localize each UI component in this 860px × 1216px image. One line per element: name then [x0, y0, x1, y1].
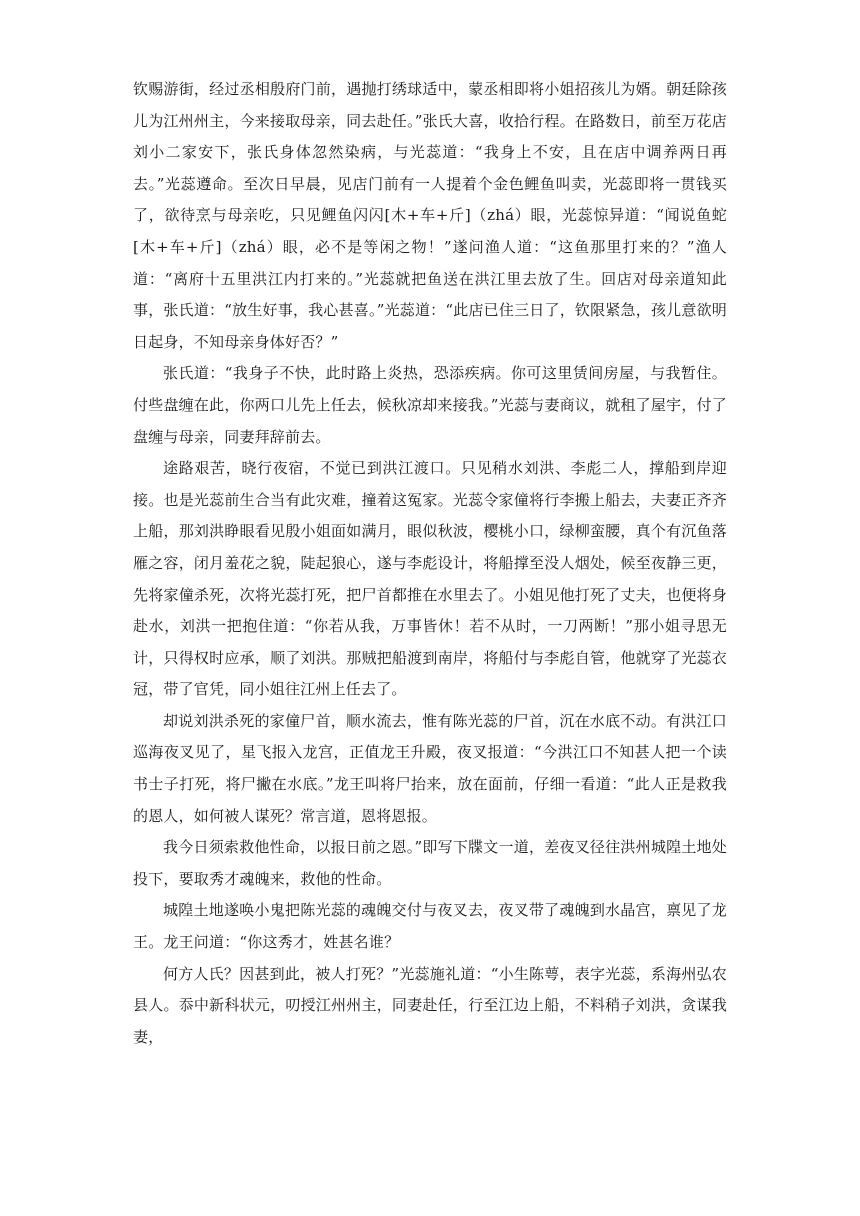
document-body: [133, 74, 727, 1053]
paragraph-3: 途路艰苦，晓行夜宿，不觉已到洪江渡口。只见稍水刘洪、李彪二人，撑船到岸迎接。也是光蕊前生合当有此灾难，撞着这冤家。光蕊令家僮将行李搬上船去，夫妻正齐齐上船，那刘洪睁眼看见殷小姐面如满月，眼似秋波，樱桃小口，绿柳蛮腰，真个有沉鱼落雁之容，闭月羞花之貌，陡起狼心，遂与李彪设计，将船撑至没人烟处，候至夜静三更，先将家僮杀死，次将光蕊打死，把尸首都推在水里去了。小姐见他打死了丈夫，也便将身赴水，刘洪一把抱住道：“你若从我，万事皆休！若不从时，一刀两断！”那小姐寻思无计，只得权时应承，顺了刘洪。那贼把船渡到南岸，将船付与李彪自管，他就穿了光蕊衣冠，带了官凭，同小姐往江州上任去了。: [133, 459, 727, 699]
paragraph-5: 我今日须索救他性命，以报日前之恩。”即写下牒文一道，差夜叉径往洪州城隍土地处投下，要取秀才魂魄来，救他的性命。: [133, 838, 727, 888]
paragraph-7: 何方人氏？因甚到此，被人打死？”光蕊施礼道：“小生陈萼，表字光蕊，系海州弘农县人。忝中新科状元，叨授江州州主，同妻赴任，行至江边上船，不料稍子刘洪，贪谋我妻，: [133, 964, 727, 1046]
paragraph-6: 城隍土地遂唤小鬼把陈光蕊的魂魄交付与夜叉去，夜叉带了魂魄到水晶宫，禀见了龙王。龙王问道：“你这秀才，姓甚名谁？: [133, 901, 727, 952]
paragraph-2: 张氏道：“我身子不快，此时路上炎热，恐添疾病。你可这里赁间房屋，与我暂住。付些盘缠在此，你两口儿先上任去，候秋凉却来接我。”光蕊与妻商议，就租了屋宇，付了盘缠与母亲，同妻拜辞前去。: [133, 364, 727, 446]
paragraph-1: 钦赐游街，经过丞相殷府门前，遇抛打绣球适中，蒙丞相即将小姐招孩儿为婿。朝廷除孩儿为江州州主，今来接取母亲，同去赴任。”张氏大喜，收拾行程。在路数日，前至万花店刘小二家安下，张氏身体忽然染病，与光蕊道：“我身上不安，且在店中调养两日再去。”光蕊遵命。至次日早晨，见店门前有一人提着个金色鲤鱼叫卖，光蕊即将一贯钱买了，欲待烹与母亲吃，只见鲤鱼闪闪[木+车+斤]（zhá）眼，光蕊惊异道：“闻说鱼蛇[木+车+斤]（zhá）眼，必不是等闲之物！”遂问渔人道：“这鱼那里打来的？”渔人道：“离府十五里洪江内打来的。”光蕊就把鱼送在洪江里去放了生。回店对母亲道知此事，张氏道：“放生好事，我心甚喜。”光蕊道：“此店已住三日了，钦限紧急，孩儿意欲明日起身，不知母亲身体好否？”: [133, 80, 727, 351]
paragraph-4: 却说刘洪杀死的家僮尸首，顺水流去，惟有陈光蕊的尸首，沉在水底不动。有洪江口巡海夜叉见了，星飞报入龙宫，正值龙王升殿，夜叉报道：“今洪江口不知甚人把一个读书士子打死，将尸撇在水底。”龙王叫将尸抬来，放在面前，仔细一看道：“此人正是救我的恩人，如何被人谋死？常言道，恩将恩报。: [133, 711, 727, 825]
